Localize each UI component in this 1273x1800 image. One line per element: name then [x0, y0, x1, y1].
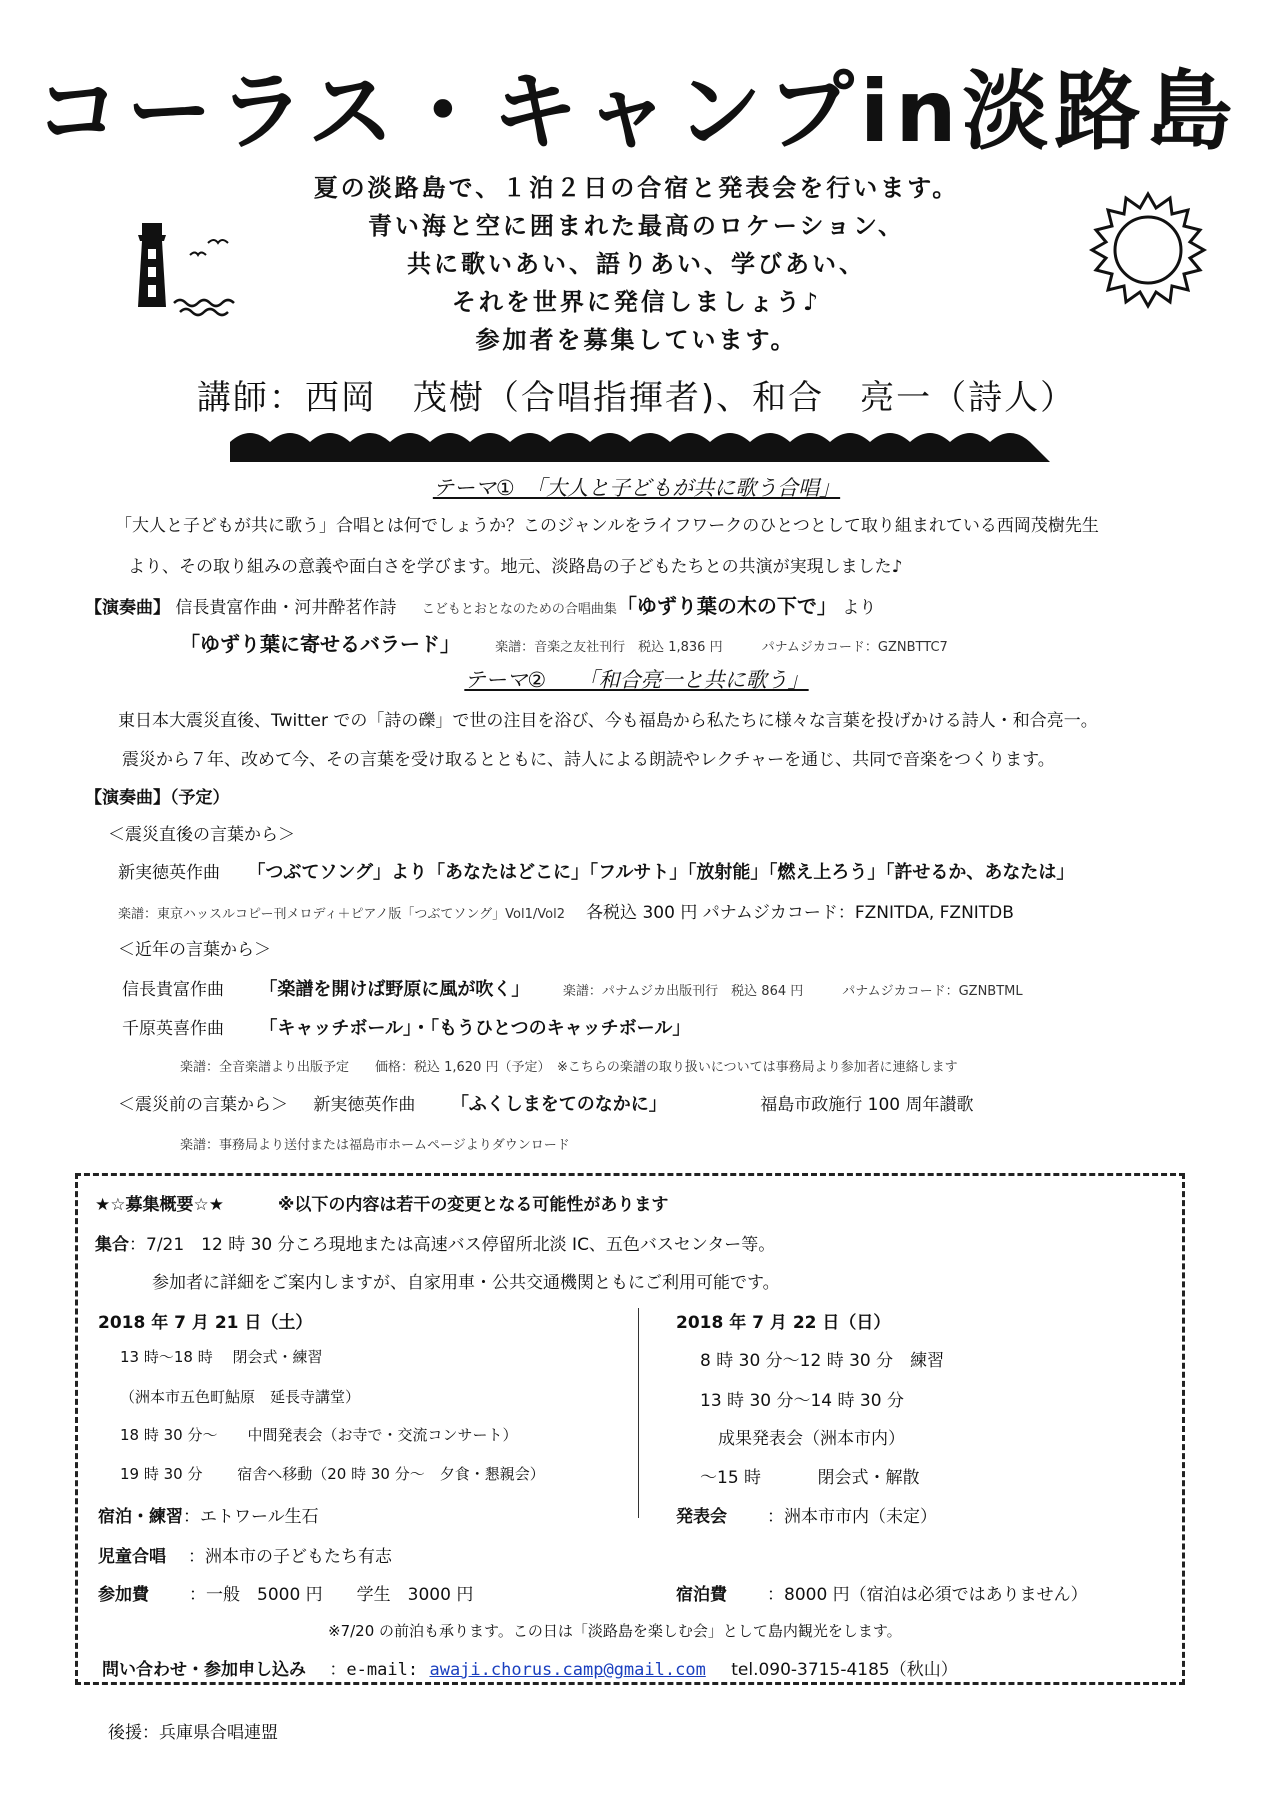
- day1-item-2: （洲本市五色町鮎原 延長寺講堂）: [120, 1388, 361, 1406]
- kids-value: ：洲本市の子どもたち有志: [188, 1547, 392, 1567]
- g3-note: 福島市政施行 100 周年讃歌: [760, 1095, 974, 1115]
- theme1-piece-row: [85, 590, 876, 619]
- piece-collection: こどもとおとなのための合唱曲集: [421, 602, 617, 617]
- fee-label: 参加費: [98, 1585, 149, 1605]
- piece-yori: より: [842, 598, 877, 618]
- group1-label: ＜震災直後の言葉から＞: [108, 825, 295, 845]
- meet-label: 集合: [95, 1235, 129, 1255]
- g1-score-row: [118, 898, 1014, 923]
- kids-label: 児童合唱: [98, 1547, 166, 1567]
- stay-label: 宿泊・練習: [98, 1507, 183, 1527]
- lecturer: 講師：西岡 茂樹（合唱指揮者)、和合 亮一（詩人）: [196, 378, 1077, 418]
- venue-row: [676, 1502, 937, 1527]
- day2-item-4: ～15 時 閉会式・解散: [700, 1468, 920, 1488]
- g2b-score: 楽譜：全音楽譜より出版予定 価格：税込 1,620 円（予定） ※こちらの楽譜の取り扱いについては事務局より参加者に連絡します: [180, 1060, 958, 1075]
- theme1-desc-2: より、その取り組みの意義や面白さを学びます。地元、淡路島の子どもたちとの共演が実現しました♪: [128, 557, 903, 577]
- day2-item-2: 13 時 30 分～14 時 30 分: [700, 1391, 904, 1411]
- recruit-heading-row: [95, 1190, 668, 1215]
- fee-value: ：一般 5000 円 学生 3000 円: [189, 1585, 474, 1605]
- g3-score: 楽譜：事務局より送付または福島市ホームページよりダウンロード: [180, 1138, 570, 1153]
- intro-line-4: それを世界に発信しましょう♪: [451, 288, 822, 316]
- contact-label: 問い合わせ・参加申し込み: [102, 1660, 306, 1680]
- contact-email-link[interactable]: awaji.chorus.camp@gmail.com: [429, 1660, 706, 1680]
- venue-label: 発表会: [676, 1507, 727, 1527]
- page-title: コーラス・キャンプin淡路島: [34, 62, 1239, 162]
- day2-item-1: 8 時 30 分～12 時 30 分 練習: [700, 1351, 945, 1371]
- g3-title: 「ふくしまをてのなかに」: [450, 1094, 667, 1115]
- g3-row: [118, 1090, 973, 1116]
- day1-item-4: 19 時 30 分 宿舎へ移動（20 時 30 分～ 夕食・懇親会）: [120, 1465, 545, 1483]
- day2-item-3: 成果発表会（洲本市内）: [718, 1429, 905, 1449]
- theme1-heading: テーマ① 「大人と子どもが共に歌う合唱」: [432, 476, 841, 500]
- day1-item-1: 13 時～18 時 閉会式・練習: [120, 1348, 323, 1366]
- fee-row: [98, 1580, 473, 1605]
- g2b-title: 「キャッチボール」・「もうひとつのキャッチボール」: [259, 1018, 691, 1039]
- intro-line-3: 共に歌いあい、語りあい、学びあい、: [407, 250, 866, 278]
- lodging-row: [676, 1580, 1088, 1605]
- piece-label: 【演奏曲】: [85, 598, 170, 618]
- g2b-row: [122, 1014, 690, 1040]
- recruit-heading: ★☆募集概要☆★: [95, 1195, 224, 1215]
- g2b-composer: 千原英喜作曲: [122, 1019, 224, 1039]
- piece-composer: 信長貴富作曲・河井酔茗作詩: [175, 598, 397, 618]
- day2-date: 2018 年 7 月 22 日（日）: [676, 1313, 891, 1333]
- intro-line-5: 参加者を募集しています。: [475, 326, 798, 354]
- intro-line-2: 青い海と空に囲まれた最高のロケーション、: [367, 212, 906, 240]
- g1-score: 楽譜：東京ハッスルコピー刊メロディ＋ピアノ版「つぶてソング」Vol1/Vol2: [118, 907, 565, 922]
- stay-row: [98, 1502, 319, 1527]
- g2a-composer: 信長貴富作曲: [122, 980, 224, 1000]
- theme1-piece-detail: [180, 628, 948, 657]
- recruit-notice: ※以下の内容は若干の変更となる可能性があります: [277, 1195, 669, 1215]
- g2a-row: [122, 975, 1023, 1001]
- lodging-value: ：8000 円（宿泊は必須ではありません）: [767, 1585, 1088, 1605]
- theme2-pieces-label: 【演奏曲】（予定）: [85, 788, 230, 808]
- meet-text: ：7/21 12 時 30 分ころ現地または高速バス停留所北淡 IC、五色バスセンター等。: [129, 1235, 776, 1255]
- meet-text-2: 参加者に詳細をご案内しますが、自家用車・公共交通機関ともにご利用可能です。: [152, 1273, 780, 1293]
- wave-divider: [230, 432, 1050, 462]
- piece-title: 「ゆずり葉に寄せるバラード」: [180, 632, 460, 656]
- group3-label: ＜震災前の言葉から＞: [118, 1095, 288, 1115]
- meet-row: [95, 1230, 775, 1255]
- day1-item-3: 18 時 30 分～ 中間発表会（お寺で・交流コンサート）: [120, 1426, 518, 1444]
- contact-row: [102, 1655, 958, 1680]
- venue-value: ：洲本市市内（未定）: [767, 1507, 937, 1527]
- g1-composer: 新実徳英作曲: [118, 863, 220, 883]
- contact-tel: tel.090-3715-4185（秋山）: [731, 1660, 958, 1680]
- stay-value: ：エトワール生石: [183, 1507, 319, 1527]
- theme1-desc-1: 「大人と子どもが共に歌う」合唱とは何でしょうか？このジャンルをライフワークのひとつとして取り組まれている西岡茂樹先生: [115, 516, 1099, 536]
- kids-row: [98, 1542, 392, 1567]
- g3-composer: 新実徳英作曲: [313, 1095, 416, 1115]
- g1-title: 「つぶてソング」より「あなたはどこに」「フルサト」「放射能」「燃え上ろう」「許せるか、あなたは」: [247, 862, 1075, 883]
- group2-label: ＜近年の言葉から＞: [118, 940, 271, 960]
- piece-score: 楽譜：音楽之友社刊行 税込 1,836 円 パナムジカコード：GZNBTTC7: [495, 640, 948, 655]
- column-divider: [638, 1308, 639, 1518]
- g2a-title: 「楽譜を開けば野原に風が吹く」: [259, 979, 530, 1000]
- prenight-note: ※7/20 の前泊も承ります。この日は「淡路島を楽しむ会」として島内観光をします。: [328, 1622, 902, 1640]
- theme2-desc-2: 震災から７年、改めて今、その言葉を受け取るとともに、詩人による朗読やレクチャーを通じ、共同で音楽をつくります。: [122, 750, 1055, 770]
- theme2-desc-1: 東日本大震災直後、Twitter での「詩の礫」で世の注目を浴び、今も福島から私たちに様々な言葉を投げかける詩人・和合亮一。: [118, 711, 1098, 731]
- g2a-score: 楽譜：パナムジカ出版刊行 税込 864 円 パナムジカコード：GZNBTML: [562, 984, 1023, 999]
- piece-collection-title: 「ゆずり葉の木の下で」: [616, 594, 837, 618]
- sponsor: 後援：兵庫県合唱連盟: [108, 1723, 278, 1743]
- day1-date: 2018 年 7 月 21 日（土）: [98, 1313, 313, 1333]
- intro-line-1: 夏の淡路島で、１泊２日の合宿と発表会を行います。: [313, 174, 960, 202]
- g1-price: 各税込 300 円 パナムジカコード：FZNITDA, FZNITDB: [586, 903, 1014, 923]
- theme2-heading: テーマ② 「和合亮一と共に歌う」: [464, 668, 809, 692]
- contact-email-label: ：e-mail:: [329, 1660, 419, 1680]
- g1-row: [118, 858, 1074, 884]
- lodging-label: 宿泊費: [676, 1585, 727, 1605]
